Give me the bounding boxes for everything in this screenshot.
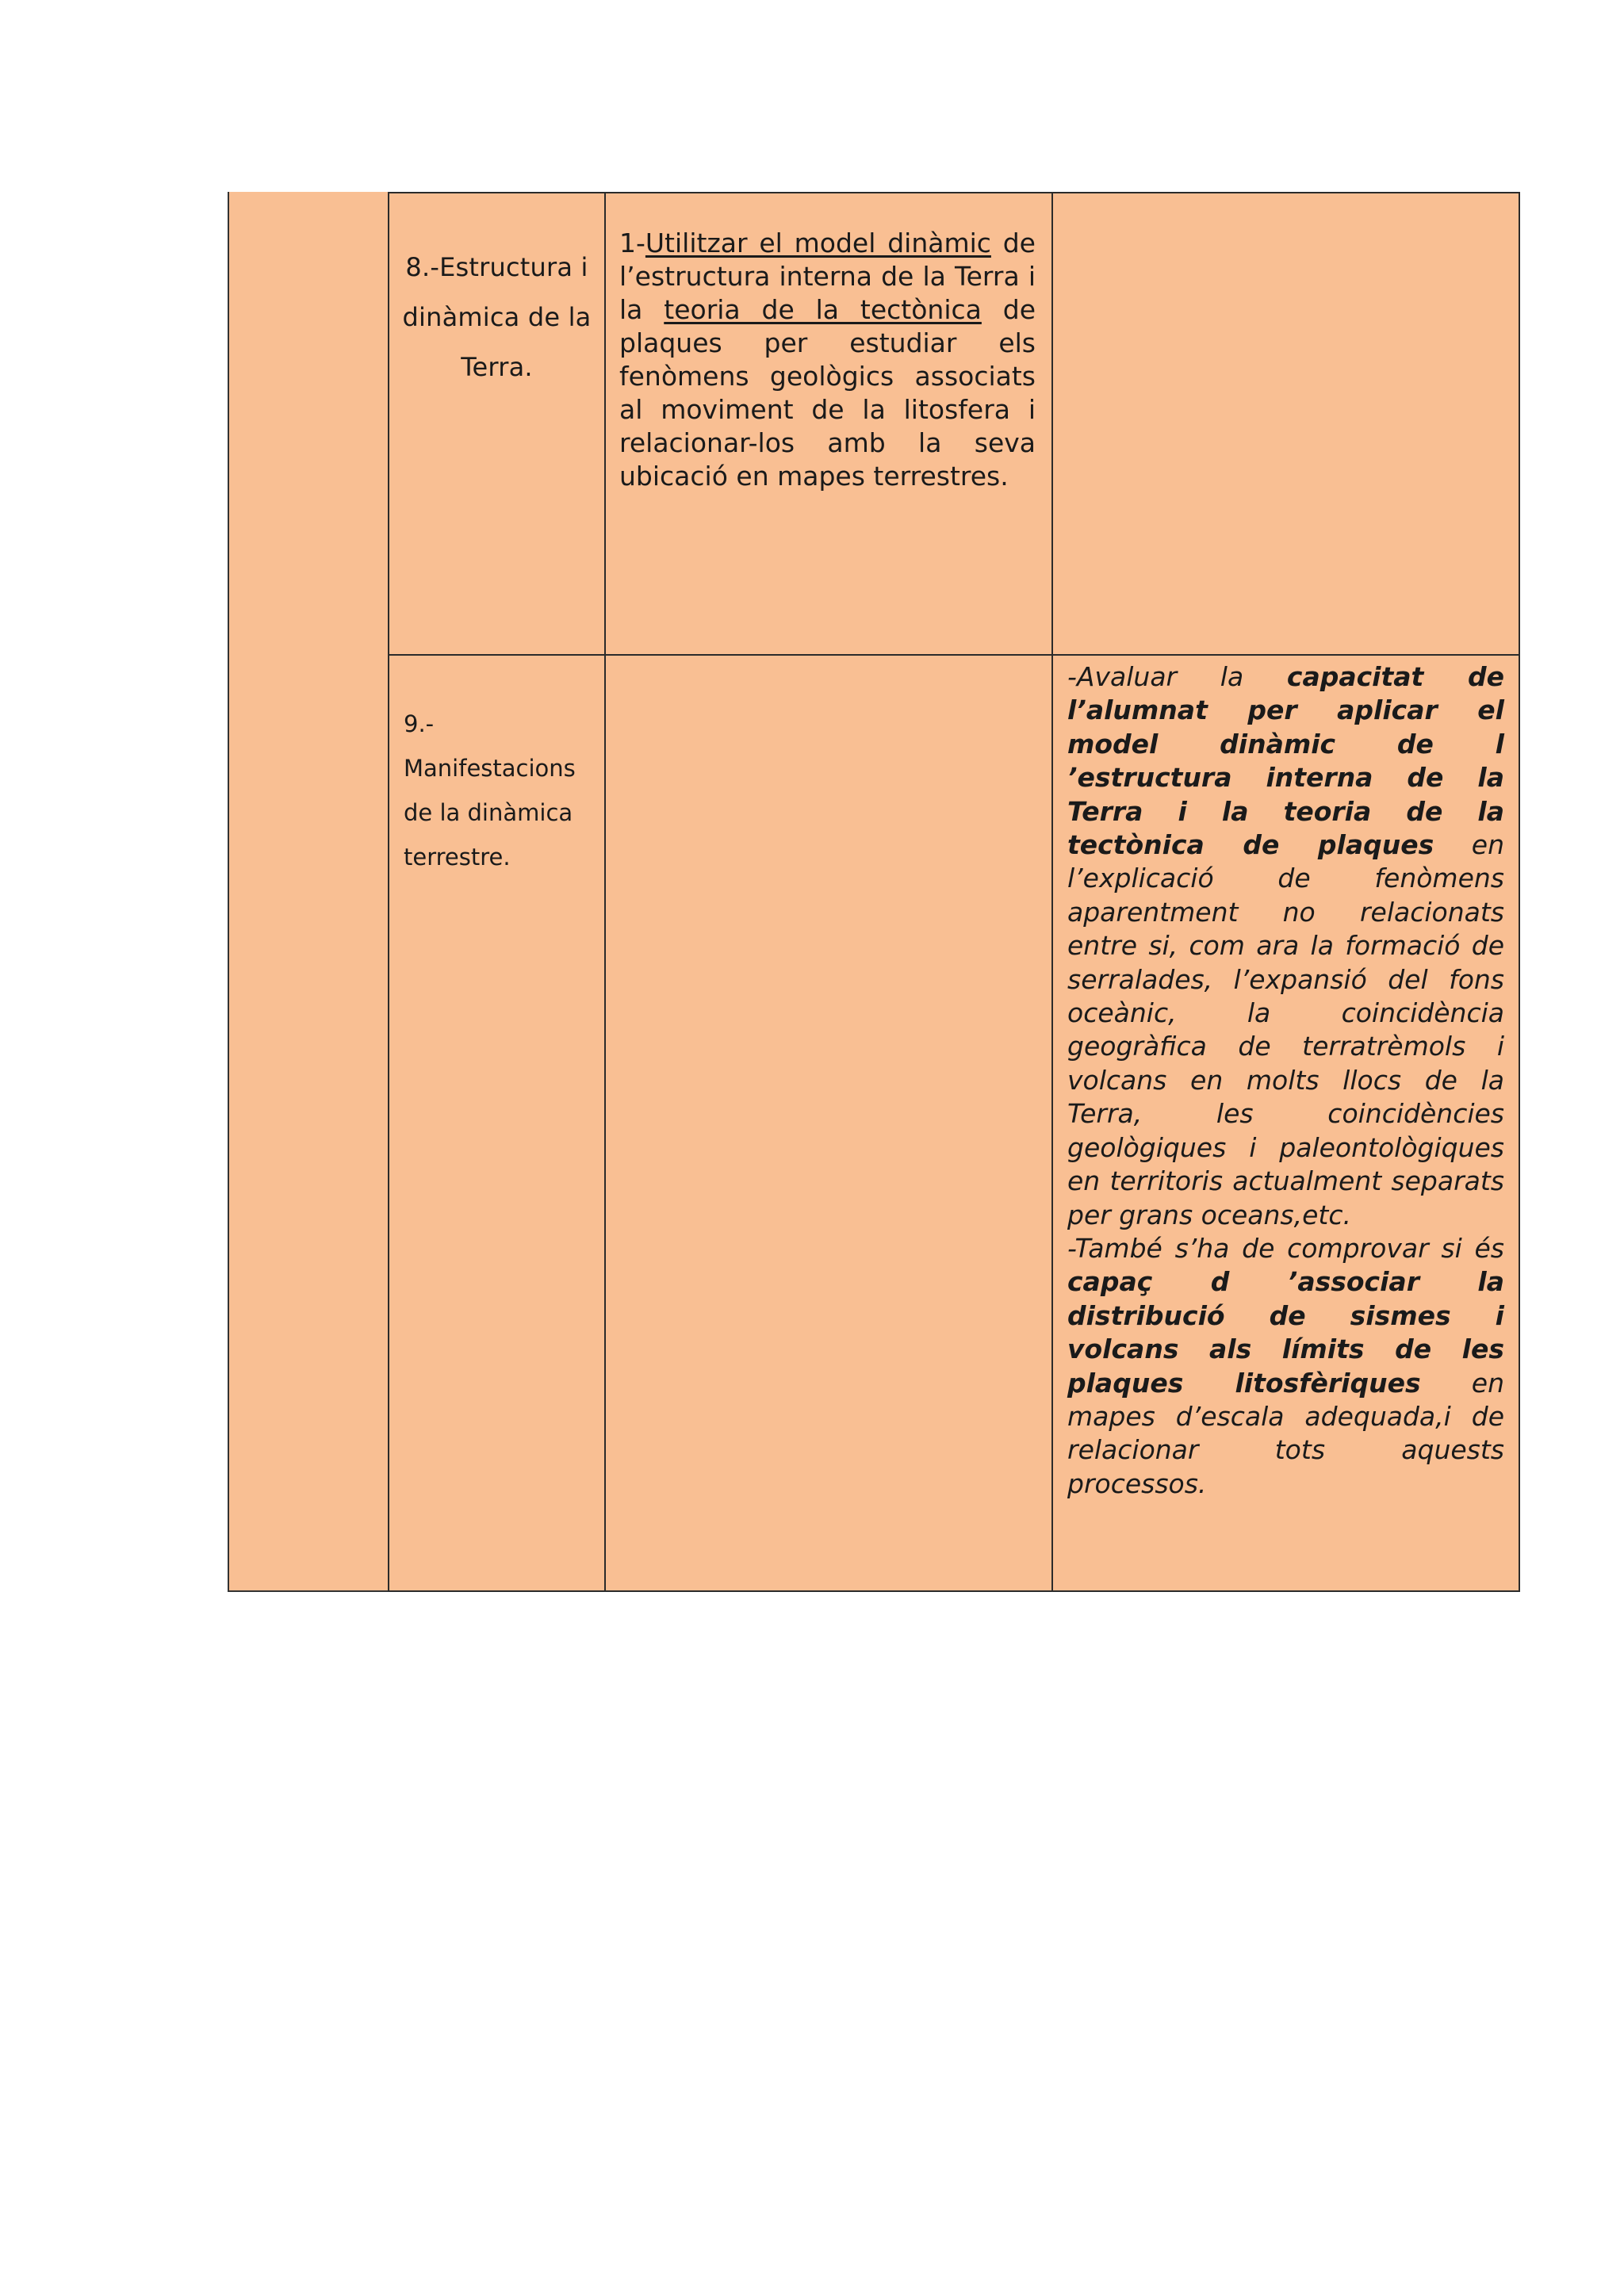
objective-text-1: de l’estructura interna de la Terra i la: [619, 228, 1036, 325]
criteria-cell-empty: [1051, 192, 1520, 656]
criteria-text-2: en mapes d’escala adequada,i de relacionar tots aquests processos.: [1067, 1367, 1504, 1499]
objective-cell-1: [604, 192, 1053, 656]
criteria-bold-2: capaç d ’associar la distribució de sismes i volcans als límits de les plaques litosfèriques: [1067, 1266, 1504, 1399]
objective-text-2: de plaques per estudiar els fenòmens geològics associats al moviment de la litosfera i relacionar-los amb la seva ubicació en mapes terrestres.: [619, 294, 1036, 492]
topic-cell-9: [388, 654, 606, 1592]
topic-cell-8: [388, 192, 606, 656]
topic-text-8: 8.-Estructura i dinàmica de la Terra.: [402, 252, 592, 382]
criteria-intro-1: -Avaluar la: [1067, 661, 1287, 692]
criteria-bold-1: capacitat de l’alumnat per aplicar el model dinàmic de l ’estructura interna de la Terra i la teoria de la tectònica de plaques: [1067, 661, 1504, 861]
objective-prefix: 1-: [619, 228, 645, 258]
criteria-cell-9: [1051, 654, 1520, 1592]
table-left-column: [228, 192, 388, 1592]
objective-underline-model: Utilitzar el model dinàmic: [645, 228, 991, 258]
objective-cell-empty: [604, 654, 1053, 1592]
topic-text-9: 9.- Manifestacions de la dinàmica terrestre.: [404, 710, 576, 871]
criteria-intro-2: -També s’ha de comprovar si és: [1067, 1232, 1504, 1264]
objective-underline-theory: teoria de la tectònica: [664, 294, 982, 325]
criteria-text-1: en l’explicació de fenòmens aparentment no relacionats entre si, com ara la formació de serralades, l’expansió del fons oceànic, la coincidència geogràfica de terratrèmols i volcans en molts llocs de la Terra, les coincidències geològiques i paleontològiques en territoris actualment separats per grans oceans,etc.: [1067, 829, 1504, 1230]
criteria-paragraph-2: [1067, 1232, 1504, 1501]
